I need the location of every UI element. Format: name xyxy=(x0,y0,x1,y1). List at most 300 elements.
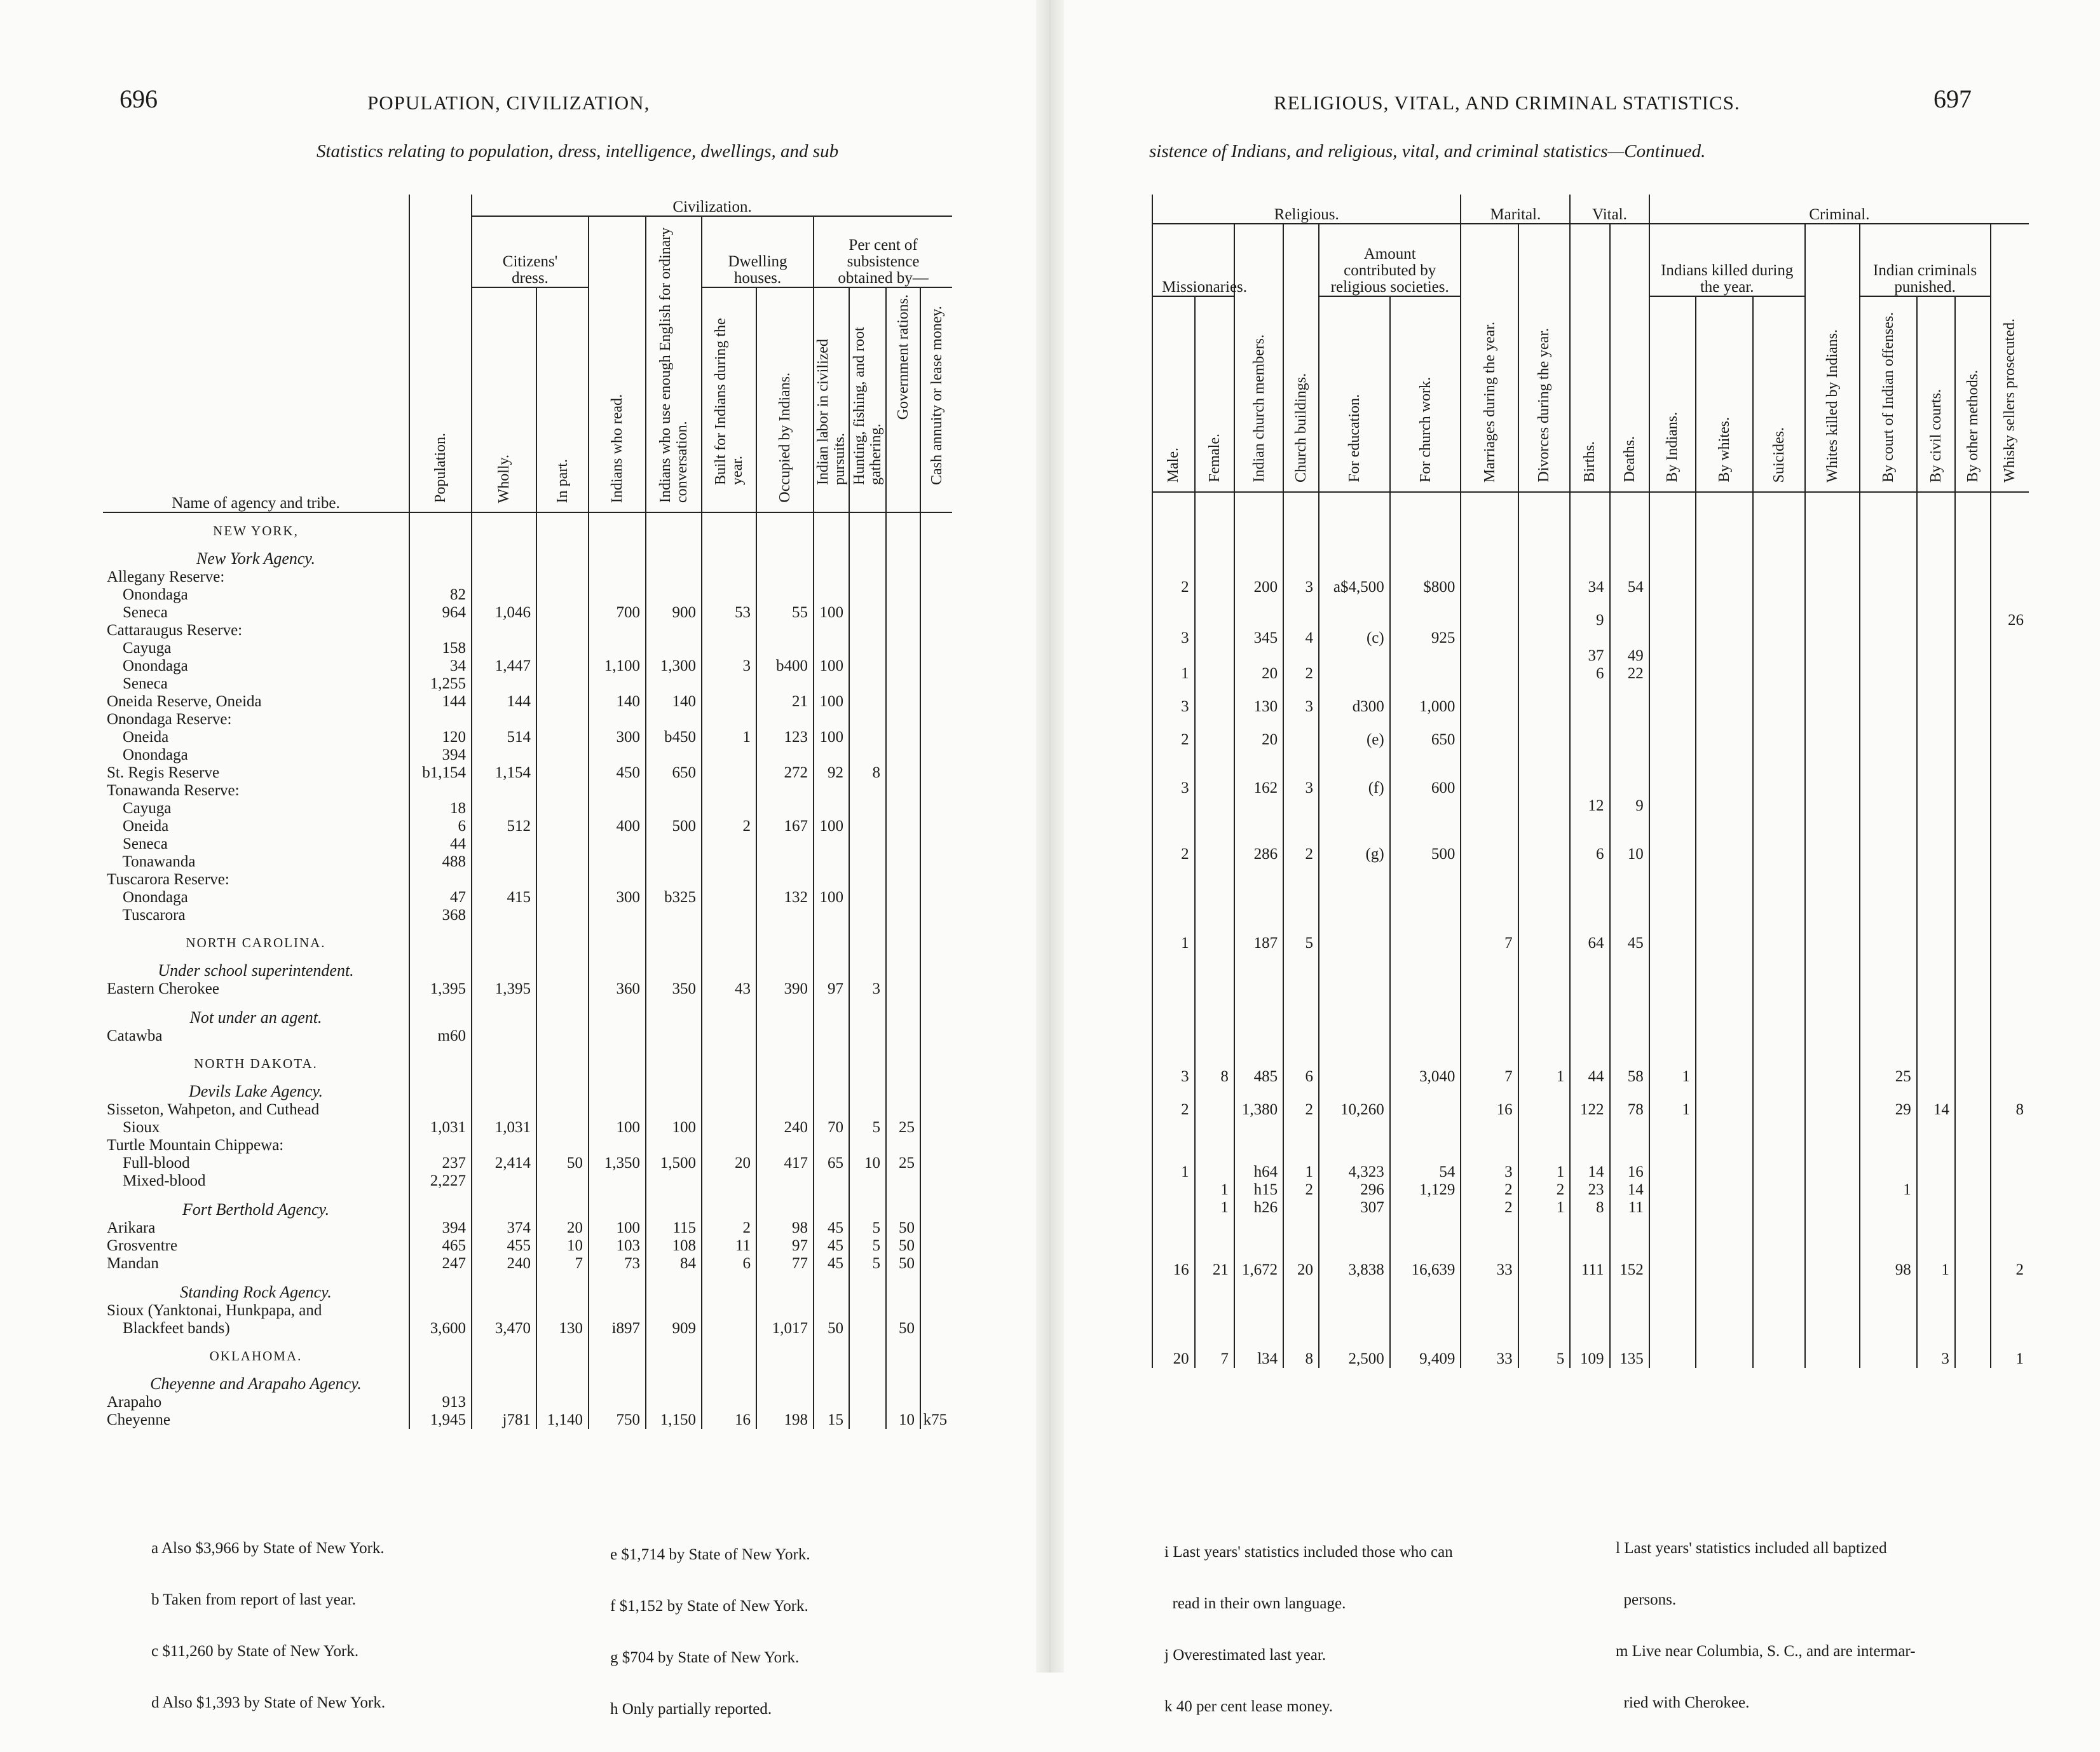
cell-whites-killed xyxy=(1805,1246,1860,1261)
col-header-wholly: Wholly. xyxy=(496,454,512,503)
cell-occupied: 21 xyxy=(756,693,814,711)
cell-suicides xyxy=(1753,683,1805,698)
agency-heading: Devils Lake Agency. xyxy=(188,1082,324,1100)
cell-buildings xyxy=(1283,731,1319,749)
cell-in-part: 7 xyxy=(536,1255,589,1273)
empty-cell xyxy=(1805,997,1860,1023)
cell-hunting: 5 xyxy=(849,1219,886,1237)
cell-deaths xyxy=(1610,1246,1649,1261)
cell-female xyxy=(1195,716,1234,731)
col-header-citizens-dress: Citizens' dress. xyxy=(472,216,589,287)
cell-occupied: 77 xyxy=(756,1255,814,1273)
cell-rations xyxy=(886,889,920,907)
footnotes-right-a xyxy=(1164,1509,1453,1749)
cell-buildings xyxy=(1283,647,1319,665)
cell-pop: b1,154 xyxy=(409,764,472,782)
cell-births: 109 xyxy=(1570,1350,1609,1368)
cell-cash xyxy=(920,1154,952,1172)
empty-cell xyxy=(1195,879,1234,905)
col-header-buildings: Church buildings. xyxy=(1293,373,1310,482)
cell-divorces xyxy=(1518,1101,1571,1119)
cell-divorces xyxy=(1518,982,1571,997)
cell-other xyxy=(1955,612,1991,629)
table-row xyxy=(103,951,952,980)
col-header-punished: Indian criminals punished. xyxy=(1860,224,1991,296)
cell-church-work xyxy=(1390,612,1461,629)
cell-buildings: 8 xyxy=(1283,1350,1319,1368)
cell-pop: 1,255 xyxy=(409,675,472,693)
cell-buildings: 2 xyxy=(1283,1181,1319,1199)
cell-built: 6 xyxy=(702,1255,756,1273)
cell-buildings xyxy=(1283,548,1319,563)
cell-male xyxy=(1152,764,1195,779)
empty-cell xyxy=(1805,519,1860,548)
cell-built xyxy=(702,568,756,586)
cell-occupied xyxy=(756,622,814,640)
cell-suicides xyxy=(1753,1101,1805,1119)
cell-by-whites xyxy=(1696,1068,1753,1086)
tribe-name: Seneca xyxy=(107,675,168,692)
table-row xyxy=(1152,863,2029,879)
cell-by-indians xyxy=(1649,845,1696,863)
cell-female xyxy=(1195,548,1234,563)
empty-cell xyxy=(536,1190,589,1219)
col-header-other: By other methods. xyxy=(1964,370,1981,482)
table-row xyxy=(1152,1199,2029,1217)
cell-female xyxy=(1195,731,1234,749)
empty-cell xyxy=(1570,1217,1609,1246)
empty-cell xyxy=(756,1338,814,1364)
cell-marriages xyxy=(1461,1086,1518,1101)
cell-buildings: 2 xyxy=(1283,1101,1319,1119)
empty-cell xyxy=(702,1190,756,1219)
table-row xyxy=(103,586,952,604)
cell-court xyxy=(1860,1053,1917,1068)
tribe-name: Blackfeet bands) xyxy=(107,1320,230,1337)
cell-whisky xyxy=(1991,596,2029,612)
empty-cell xyxy=(814,998,849,1027)
cell-civil xyxy=(1917,845,1955,863)
cell-in-part xyxy=(536,818,589,835)
col-header-cash: Cash annuity or lease money. xyxy=(928,305,945,485)
cell-buildings: 2 xyxy=(1283,665,1319,683)
empty-cell xyxy=(1649,519,1696,548)
table-row xyxy=(1152,1335,2029,1350)
empty-cell xyxy=(1390,879,1461,905)
empty-cell xyxy=(814,1045,849,1072)
cell-female: 7 xyxy=(1195,1350,1234,1368)
empty-cell xyxy=(920,1338,952,1364)
empty-cell xyxy=(1696,1306,1753,1335)
cell-in-part xyxy=(536,568,589,586)
cell-education: (f) xyxy=(1319,779,1390,797)
cell-built: 2 xyxy=(702,818,756,835)
cell-suicides xyxy=(1753,731,1805,749)
cell-education xyxy=(1319,1119,1390,1134)
cell-deaths xyxy=(1610,629,1649,647)
cell-births: 8 xyxy=(1570,1199,1609,1217)
cell-marriages: 16 xyxy=(1461,1101,1518,1119)
cell-court xyxy=(1860,845,1917,863)
cell-occupied: 123 xyxy=(756,729,814,746)
cell-rations xyxy=(886,907,920,924)
empty-cell xyxy=(1805,492,1860,519)
cell-pop: 47 xyxy=(409,889,472,907)
cell-male xyxy=(1152,982,1195,997)
cell-buildings xyxy=(1283,830,1319,845)
cell-other xyxy=(1955,815,1991,830)
page-number-right: 697 xyxy=(1933,85,1972,113)
cell-female xyxy=(1195,665,1234,683)
cell-court xyxy=(1860,683,1917,698)
empty-cell xyxy=(1319,997,1390,1023)
cell-english xyxy=(646,1393,702,1411)
cell-wholly xyxy=(472,675,536,693)
empty-cell xyxy=(849,1072,886,1101)
cell-education xyxy=(1319,563,1390,578)
cell-by-whites xyxy=(1696,578,1753,596)
cell-english xyxy=(646,1101,702,1119)
empty-cell xyxy=(1195,1217,1234,1246)
cell-female xyxy=(1195,764,1234,779)
empty-cell xyxy=(1649,1023,1696,1053)
cell-labor xyxy=(814,1101,849,1119)
empty-cell xyxy=(1390,519,1461,548)
cell-divorces xyxy=(1518,698,1571,716)
cell-suicides xyxy=(1753,815,1805,830)
empty-cell xyxy=(1696,1134,1753,1163)
cell-court xyxy=(1860,563,1917,578)
cell-occupied xyxy=(756,782,814,800)
cell-whisky xyxy=(1991,797,2029,815)
empty-cell xyxy=(1955,952,1991,982)
cell-by-whites xyxy=(1696,1261,1753,1279)
empty-cell xyxy=(589,1190,646,1219)
empty-cell xyxy=(886,1338,920,1364)
cell-rations xyxy=(886,980,920,998)
cell-whites-killed xyxy=(1805,1181,1860,1199)
cell-occupied xyxy=(756,746,814,764)
cell-hunting xyxy=(849,853,886,871)
col-header-religious: Religious. xyxy=(1152,195,1461,224)
empty-cell xyxy=(1753,1306,1805,1335)
cell-other xyxy=(1955,1335,1991,1350)
table-row xyxy=(103,657,952,675)
cell-occupied xyxy=(756,1393,814,1411)
cell-by-whites xyxy=(1696,647,1753,665)
cell-whisky: 2 xyxy=(1991,1261,2029,1279)
cell-marriages xyxy=(1461,629,1518,647)
cell-other xyxy=(1955,845,1991,863)
cell-members xyxy=(1234,683,1283,698)
cell-labor: 100 xyxy=(814,693,849,711)
cell-members: 1,672 xyxy=(1234,1261,1283,1279)
cell-cash xyxy=(920,1137,952,1154)
cell-rations xyxy=(886,818,920,835)
cell-divorces xyxy=(1518,612,1571,629)
cell-buildings xyxy=(1283,612,1319,629)
empty-cell xyxy=(1955,1217,1991,1246)
empty-cell xyxy=(1753,905,1805,934)
cell-by-whites xyxy=(1696,731,1753,749)
cell-male xyxy=(1152,563,1195,578)
table-row xyxy=(103,1101,952,1119)
col-header-civil: By civil courts. xyxy=(1927,388,1944,482)
empty-cell xyxy=(1390,1279,1461,1306)
cell-members xyxy=(1234,830,1283,845)
empty-cell xyxy=(1461,952,1518,982)
table-row xyxy=(1152,797,2029,815)
cell-in-part xyxy=(536,907,589,924)
cell-female: 8 xyxy=(1195,1068,1234,1086)
cell-cash xyxy=(920,640,952,657)
cell-divorces xyxy=(1518,749,1571,764)
cell-read xyxy=(589,871,646,889)
empty-cell xyxy=(920,512,952,539)
empty-cell xyxy=(1518,952,1571,982)
empty-cell xyxy=(1152,997,1195,1023)
cell-read: 300 xyxy=(589,889,646,907)
cell-births xyxy=(1570,716,1609,731)
cell-births xyxy=(1570,629,1609,647)
cell-buildings xyxy=(1283,815,1319,830)
empty-cell xyxy=(1696,519,1753,548)
cell-suicides xyxy=(1753,1119,1805,1134)
table-row xyxy=(1152,830,2029,845)
empty-cell xyxy=(1610,1023,1649,1053)
cell-court xyxy=(1860,1246,1917,1261)
cell-labor xyxy=(814,782,849,800)
empty-cell xyxy=(1860,1217,1917,1246)
cell-rations: 50 xyxy=(886,1320,920,1338)
tribe-name: Onondaga xyxy=(107,657,188,674)
cell-births xyxy=(1570,815,1609,830)
table-row xyxy=(1152,982,2029,997)
cell-education xyxy=(1319,1053,1390,1068)
cell-by-indians xyxy=(1649,1199,1696,1217)
cell-wholly xyxy=(472,782,536,800)
empty-cell xyxy=(1283,1306,1319,1335)
cell-other xyxy=(1955,1181,1991,1199)
empty-cell xyxy=(1917,519,1955,548)
col-header-births: Births. xyxy=(1581,441,1599,482)
empty-cell xyxy=(1917,1023,1955,1053)
cell-built xyxy=(702,853,756,871)
cell-buildings xyxy=(1283,764,1319,779)
table-row xyxy=(103,907,952,924)
cell-labor xyxy=(814,1137,849,1154)
cell-whisky xyxy=(1991,764,2029,779)
cell-marriages xyxy=(1461,563,1518,578)
empty-cell xyxy=(1570,492,1609,519)
cell-other xyxy=(1955,1053,1991,1068)
cell-pop: 3,600 xyxy=(409,1320,472,1338)
cell-whisky xyxy=(1991,548,2029,563)
empty-cell xyxy=(1319,905,1390,934)
cell-other xyxy=(1955,1199,1991,1217)
cell-births xyxy=(1570,548,1609,563)
cell-in-part xyxy=(536,586,589,604)
cell-built: 20 xyxy=(702,1154,756,1172)
cell-court xyxy=(1860,797,1917,815)
cell-pop: 44 xyxy=(409,835,472,853)
cell-pop: 2,227 xyxy=(409,1172,472,1190)
table-row xyxy=(1152,905,2029,934)
tribe-name: Allegany Reserve: xyxy=(107,568,225,585)
empty-cell xyxy=(1610,1279,1649,1306)
cell-other xyxy=(1955,1246,1991,1261)
cell-male: 3 xyxy=(1152,629,1195,647)
cell-read xyxy=(589,853,646,871)
empty-cell xyxy=(536,1273,589,1302)
cell-members: 485 xyxy=(1234,1068,1283,1086)
cell-cash xyxy=(920,764,952,782)
cell-english: 84 xyxy=(646,1255,702,1273)
cell-female xyxy=(1195,1119,1234,1134)
empty-cell xyxy=(1753,952,1805,982)
cell-deaths xyxy=(1610,596,1649,612)
cell-male xyxy=(1152,683,1195,698)
cell-marriages xyxy=(1461,749,1518,764)
cell-rations xyxy=(886,1101,920,1119)
cell-education xyxy=(1319,764,1390,779)
cell-rations: 25 xyxy=(886,1119,920,1137)
table-row xyxy=(1152,952,2029,982)
cell-rations xyxy=(886,568,920,586)
empty-cell xyxy=(536,1072,589,1101)
cell-built xyxy=(702,889,756,907)
table-row xyxy=(1152,845,2029,863)
empty-cell xyxy=(589,1072,646,1101)
empty-cell xyxy=(1152,1023,1195,1053)
cell-deaths xyxy=(1610,1119,1649,1134)
empty-cell xyxy=(920,1273,952,1302)
cell-labor xyxy=(814,835,849,853)
cell-hunting: 5 xyxy=(849,1119,886,1137)
cell-labor: 45 xyxy=(814,1219,849,1237)
cell-hunting xyxy=(849,835,886,853)
cell-whisky xyxy=(1991,1119,2029,1134)
table-row xyxy=(103,729,952,746)
cell-suicides xyxy=(1753,1199,1805,1217)
cell-hunting xyxy=(849,1027,886,1045)
table-subtitle-left: Statistics relating to population, dress, intelligence, dwellings, and sub xyxy=(317,141,839,161)
cell-labor: 65 xyxy=(814,1154,849,1172)
empty-cell xyxy=(1518,1306,1571,1335)
cell-labor: 100 xyxy=(814,604,849,622)
empty-cell xyxy=(702,1364,756,1393)
cell-read xyxy=(589,782,646,800)
col-header-civilization: Civilization. xyxy=(472,195,952,216)
cell-cash xyxy=(920,1393,952,1411)
cell-education: 10,260 xyxy=(1319,1101,1390,1119)
cell-rations xyxy=(886,800,920,818)
cell-deaths xyxy=(1610,764,1649,779)
cell-civil xyxy=(1917,665,1955,683)
cell-built xyxy=(702,1302,756,1320)
empty-cell xyxy=(1649,1217,1696,1246)
empty-cell xyxy=(1917,492,1955,519)
cell-built xyxy=(702,1172,756,1190)
cell-deaths: 22 xyxy=(1610,665,1649,683)
cell-built xyxy=(702,711,756,729)
tribe-name: Onondaga xyxy=(107,746,188,763)
table-row xyxy=(103,782,952,800)
cell-occupied xyxy=(756,675,814,693)
cell-births: 9 xyxy=(1570,612,1609,629)
cell-occupied: 240 xyxy=(756,1119,814,1137)
tribe-name: Sioux xyxy=(107,1119,160,1136)
empty-cell xyxy=(409,1072,472,1101)
empty-cell xyxy=(1518,905,1571,934)
cell-whisky xyxy=(1991,683,2029,698)
empty-cell xyxy=(1649,997,1696,1023)
table-row xyxy=(103,640,952,657)
cell-in-part: 10 xyxy=(536,1237,589,1255)
cell-members: h15 xyxy=(1234,1181,1283,1199)
cell-births xyxy=(1570,779,1609,797)
cell-whisky xyxy=(1991,982,2029,997)
cell-by-indians xyxy=(1649,665,1696,683)
cell-deaths: 78 xyxy=(1610,1101,1649,1119)
table-row xyxy=(1152,578,2029,596)
cell-deaths xyxy=(1610,830,1649,845)
table-row xyxy=(1152,1217,2029,1246)
cell-occupied xyxy=(756,711,814,729)
empty-cell xyxy=(1234,519,1283,548)
cell-deaths xyxy=(1610,1053,1649,1068)
cell-deaths: 9 xyxy=(1610,797,1649,815)
cell-by-indians xyxy=(1649,647,1696,665)
cell-court xyxy=(1860,548,1917,563)
tribe-name: Onondaga xyxy=(107,586,188,603)
table-row xyxy=(103,924,952,951)
empty-cell xyxy=(1570,905,1609,934)
cell-labor: 100 xyxy=(814,889,849,907)
cell-female: 1 xyxy=(1195,1181,1234,1199)
cell-read: 360 xyxy=(589,980,646,998)
cell-suicides xyxy=(1753,1350,1805,1368)
cell-english xyxy=(646,835,702,853)
running-head-left: POPULATION, CIVILIZATION, xyxy=(367,92,650,114)
cell-labor: 45 xyxy=(814,1237,849,1255)
cell-labor xyxy=(814,1302,849,1320)
empty-cell xyxy=(589,951,646,980)
tribe-name: Tonawanda Reserve: xyxy=(107,782,240,799)
cell-whites-killed xyxy=(1805,563,1860,578)
cell-court xyxy=(1860,779,1917,797)
empty-cell xyxy=(1991,1279,2029,1306)
cell-by-whites xyxy=(1696,815,1753,830)
cell-church-work: $800 xyxy=(1390,578,1461,596)
empty-cell xyxy=(1860,519,1917,548)
cell-in-part xyxy=(536,1302,589,1320)
empty-cell xyxy=(1610,1306,1649,1335)
cell-hunting: 5 xyxy=(849,1237,886,1255)
cell-members xyxy=(1234,982,1283,997)
cell-deaths: 49 xyxy=(1610,647,1649,665)
cell-whites-killed xyxy=(1805,1261,1860,1279)
cell-other xyxy=(1955,1086,1991,1101)
empty-cell xyxy=(1319,519,1390,548)
cell-cash xyxy=(920,889,952,907)
cell-by-indians xyxy=(1649,1086,1696,1101)
cell-whites-killed xyxy=(1805,1053,1860,1068)
empty-cell xyxy=(1860,1306,1917,1335)
empty-cell xyxy=(646,924,702,951)
tribe-name: Arapaho xyxy=(107,1393,162,1411)
col-header-labor: Indian labor in civilized pursuits. xyxy=(815,338,848,485)
